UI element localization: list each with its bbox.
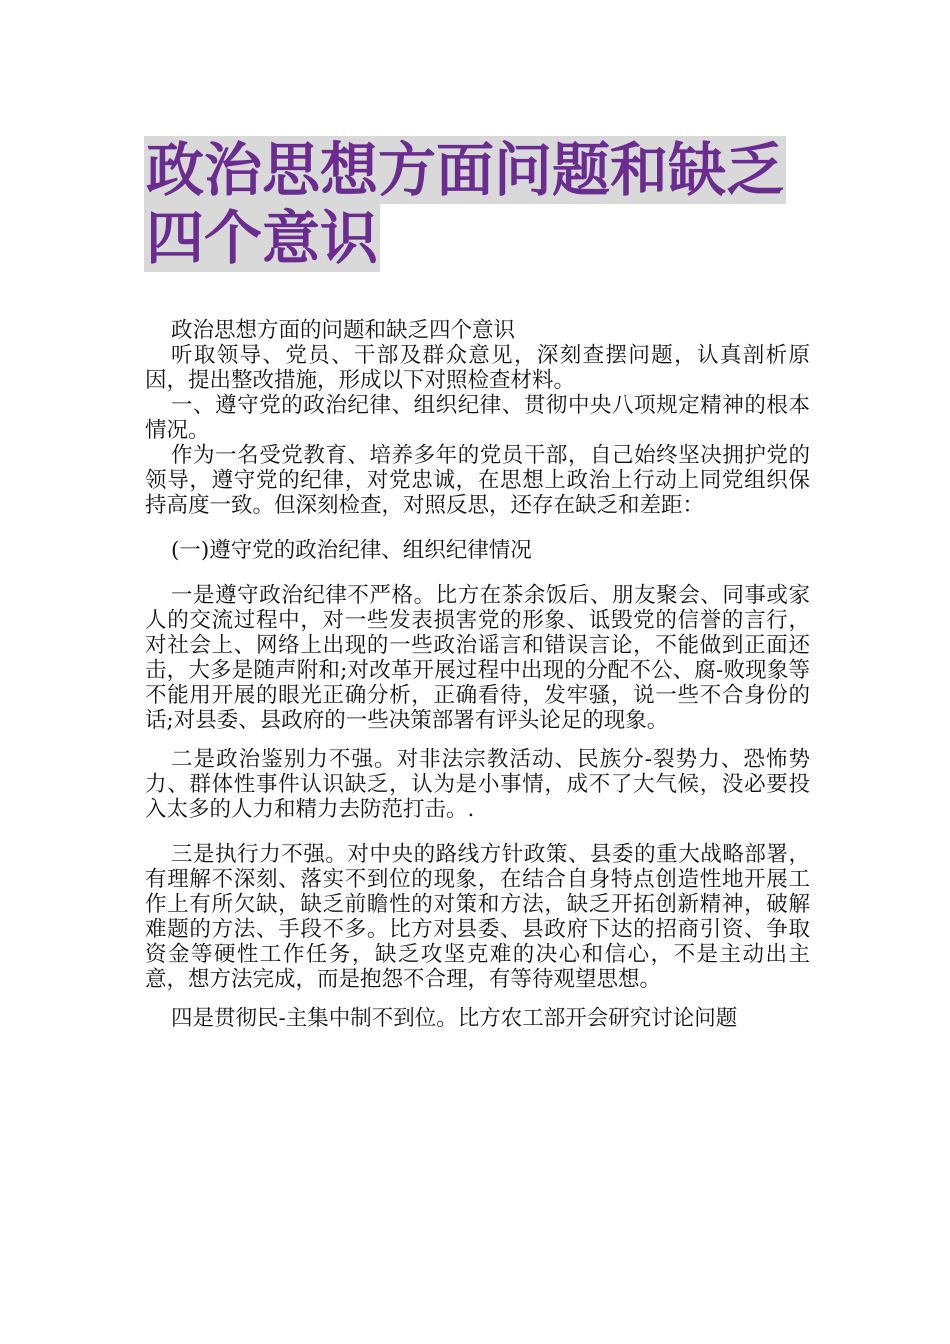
paragraph-self-review: 作为一名受党教育、培养多年的党员干部，自己始终坚决拥护党的领导，遵守党的纪律，对党忠诚，在思想上政治上行动上同党组织保持高度一致。但深刻检查，对照反思，还存在缺乏和差距： — [145, 443, 810, 518]
title-line-2: 四个意识 — [146, 204, 379, 272]
paragraph-subsection-1: (一)遵守党的政治纪律、组织纪律情况 — [171, 538, 532, 563]
paragraph-point-2: 二是政治鉴别力不强。对非法宗教活动、民族分-裂势力、恐怖势力、群体性事件认识缺乏，认为是小事情，成不了大气候，没必要投入太多的人力和精力去防范打击。. — [145, 747, 810, 822]
title-line-1: 政治思想方面问题和缺乏 — [146, 136, 785, 204]
paragraph-section-1: 一、遵守党的政治纪律、组织纪律、贯彻中央八项规定精神的根本情况。 — [145, 393, 810, 443]
paragraph-point-4: 四是贯彻民-主集中制不到位。比方农工部开会研究讨论问题 — [171, 1006, 738, 1031]
document-body — [145, 318, 810, 1031]
paragraph-intro: 听取领导、党员、干部及群众意见，深刻查摆问题，认真剖析原因，提出整改措施，形成以下对照检查材料。 — [145, 343, 810, 393]
paragraph-subtitle: 政治思想方面的问题和缺乏四个意识 — [171, 318, 516, 343]
paragraph-point-3: 三是执行力不强。对中央的路线方针政策、县委的重大战略部署，有理解不深刻、落实不到位的现象，在结合自身特点创造性地开展工作上有所欠缺，缺乏前瞻性的对策和方法，缺乏开拓创新精神，破解难题的方法、手段不多。比方对县委、县政府下达的招商引资、争取资金等硬性工作任务，缺乏攻坚克难的决心和信心，不是主动出主意，想方法完成，而是抱怨不合理，有等待观望思想。 — [145, 842, 810, 992]
paragraph-point-1: 一是遵守政治纪律不严格。比方在茶余饭后、朋友聚会、同事或家人的交流过程中，对一些发表损害党的形象、诋毁党的信誉的言行，对社会上、网络上出现的一些政治谣言和错误言论，不能做到正面还击，大多是随声附和;对改革开展过程中出现的分配不公、腐-败现象等不能用开展的眼光正确分析，正确看待，发牢骚，说一些不合身份的话;对县委、县政府的一些决策部署有评头论足的现象。 — [145, 583, 810, 733]
document-title — [144, 136, 824, 272]
